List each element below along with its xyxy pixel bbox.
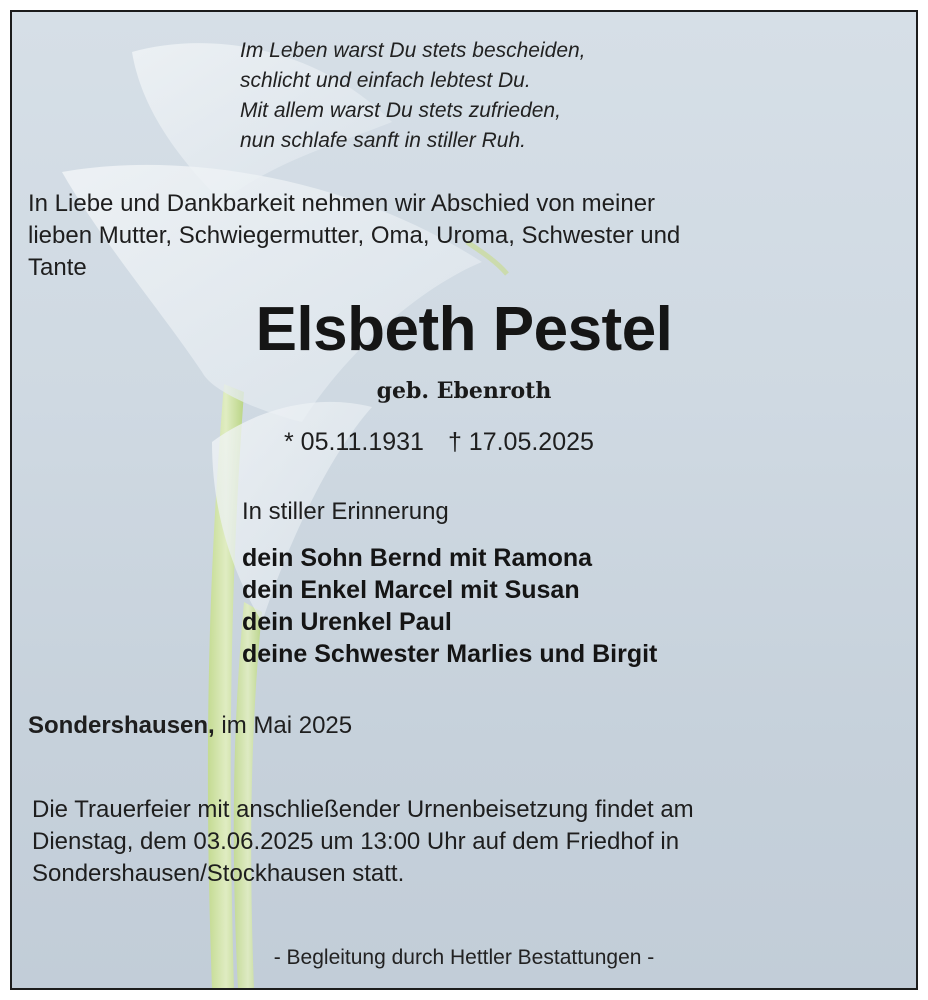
mourner-line: dein Sohn Bernd mit Ramona — [242, 544, 593, 572]
life-dates — [284, 428, 594, 457]
obituary-notice — [10, 10, 918, 990]
birth-date: * 05.11.1931 — [284, 428, 424, 456]
intro-line: In Liebe und Dankbarkeit nehmen wir Abschied von meiner — [28, 190, 656, 217]
intro-text — [28, 188, 680, 284]
poem-line: Mit allem warst Du stets zufrieden, — [240, 99, 561, 122]
mourners-list — [242, 542, 657, 670]
poem-line: nun schlafe sanft in stiller Ruh. — [240, 129, 526, 152]
intro-line: lieben Mutter, Schwiegermutter, Oma, Uroma, Schwester und — [28, 222, 681, 249]
birth-name: geb. Ebenroth — [376, 378, 552, 404]
undertaker-credit: - Begleitung durch Hettler Bestattungen - — [273, 946, 655, 969]
funeral-line: Sondershausen/Stockhausen statt. — [32, 860, 405, 887]
funeral-info — [32, 794, 694, 890]
place-date — [28, 712, 352, 740]
funeral-line: Dienstag, dem 03.06.2025 um 13:00 Uhr auf dem Friedhof in — [32, 828, 680, 855]
memory-heading: In stiller Erinnerung — [242, 498, 449, 525]
mourner-line: dein Urenkel Paul — [242, 608, 452, 636]
mourner-line: dein Enkel Marcel mit Susan — [242, 576, 580, 604]
place: Sondershausen, — [28, 712, 215, 739]
poem-line: Im Leben warst Du stets bescheiden, — [240, 39, 586, 62]
poem — [240, 36, 586, 156]
mourner-line: deine Schwester Marlies und Birgit — [242, 640, 658, 668]
death-date: † 17.05.2025 — [447, 428, 594, 456]
date: im Mai 2025 — [214, 712, 353, 739]
intro-line: Tante — [28, 254, 87, 281]
deceased-name: Elsbeth Pestel — [255, 295, 673, 364]
poem-line: schlicht und einfach lebtest Du. — [240, 69, 531, 92]
funeral-line: Die Trauerfeier mit anschließender Urnenbeisetzung findet am — [32, 796, 694, 823]
